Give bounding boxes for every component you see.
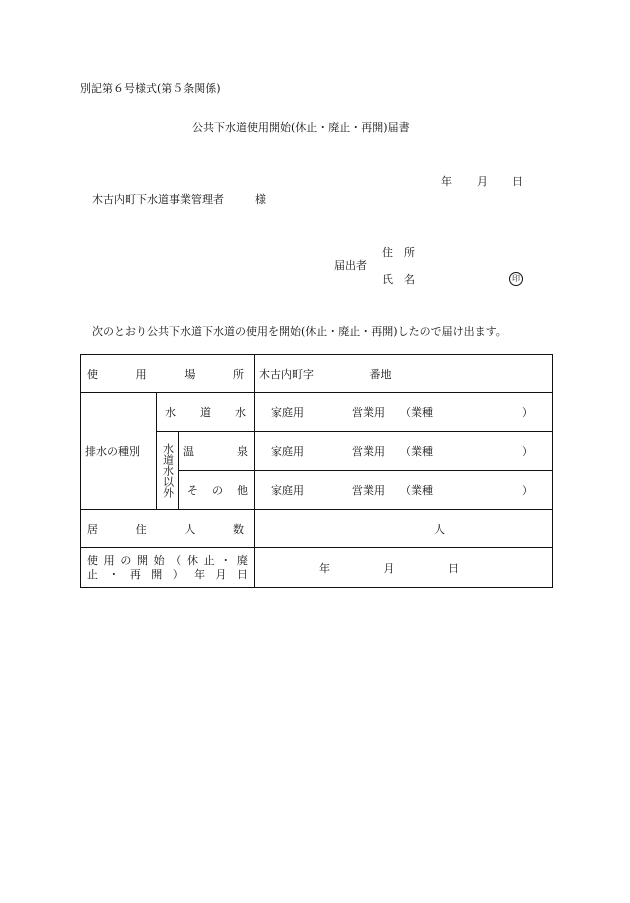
drainage-usage-hotspring[interactable]: 家庭用 営業用 （業種 ） — [255, 432, 553, 471]
date-year: 年 — [441, 175, 452, 188]
drainage-type-tapwater: 水 道 水 — [157, 393, 255, 432]
residents-row — [81, 510, 553, 548]
non-tapwater-label: 水道水以外 — [157, 432, 179, 510]
seal-icon: 印 — [509, 272, 523, 286]
applicant-name-label: 氏 名 — [382, 273, 415, 286]
application-table — [80, 354, 553, 588]
start-date-row — [81, 548, 553, 588]
document-title: 公共下水道使用開始(休止・廃止・再開)届書 — [192, 121, 410, 134]
drainage-label: 排水の種別 — [81, 393, 157, 510]
residents-value[interactable]: 人 — [255, 510, 553, 548]
location-label: 使 用 場 所 — [81, 355, 255, 393]
applicant-address-label: 住 所 — [382, 246, 415, 259]
location-value[interactable]: 木古内町字 番地 — [255, 355, 553, 393]
drainage-type-hotspring: 温 泉 — [179, 432, 255, 471]
location-row — [81, 355, 553, 393]
residents-label: 居 住 人 数 — [81, 510, 255, 548]
intro-text: 次のとおり公共下水道下水道の使用を開始(休止・廃止・再開)したので届け出ます。 — [92, 325, 507, 338]
addressee-name: 木古内町下水道事業管理者 — [92, 193, 224, 206]
date-day: 日 — [512, 175, 523, 188]
applicant-label: 届出者 — [334, 259, 367, 272]
start-date-label: 使 用 の 開 始 （ 休 止 ・ 廃 止 ・ 再 開 ） 年 月 日 — [81, 548, 255, 588]
addressee-honorific: 様 — [255, 193, 266, 206]
form-number: 別記第６号様式(第５条関係) — [80, 82, 221, 95]
drainage-usage-other[interactable]: 家庭用 営業用 （業種 ） — [255, 471, 553, 510]
drainage-usage-tapwater[interactable]: 家庭用 営業用 （業種 ） — [255, 393, 553, 432]
date-month: 月 — [477, 175, 488, 188]
drainage-row-tapwater — [81, 393, 553, 432]
drainage-type-other: そ の 他 — [179, 471, 255, 510]
start-date-value[interactable]: 年 月 日 — [255, 548, 553, 588]
